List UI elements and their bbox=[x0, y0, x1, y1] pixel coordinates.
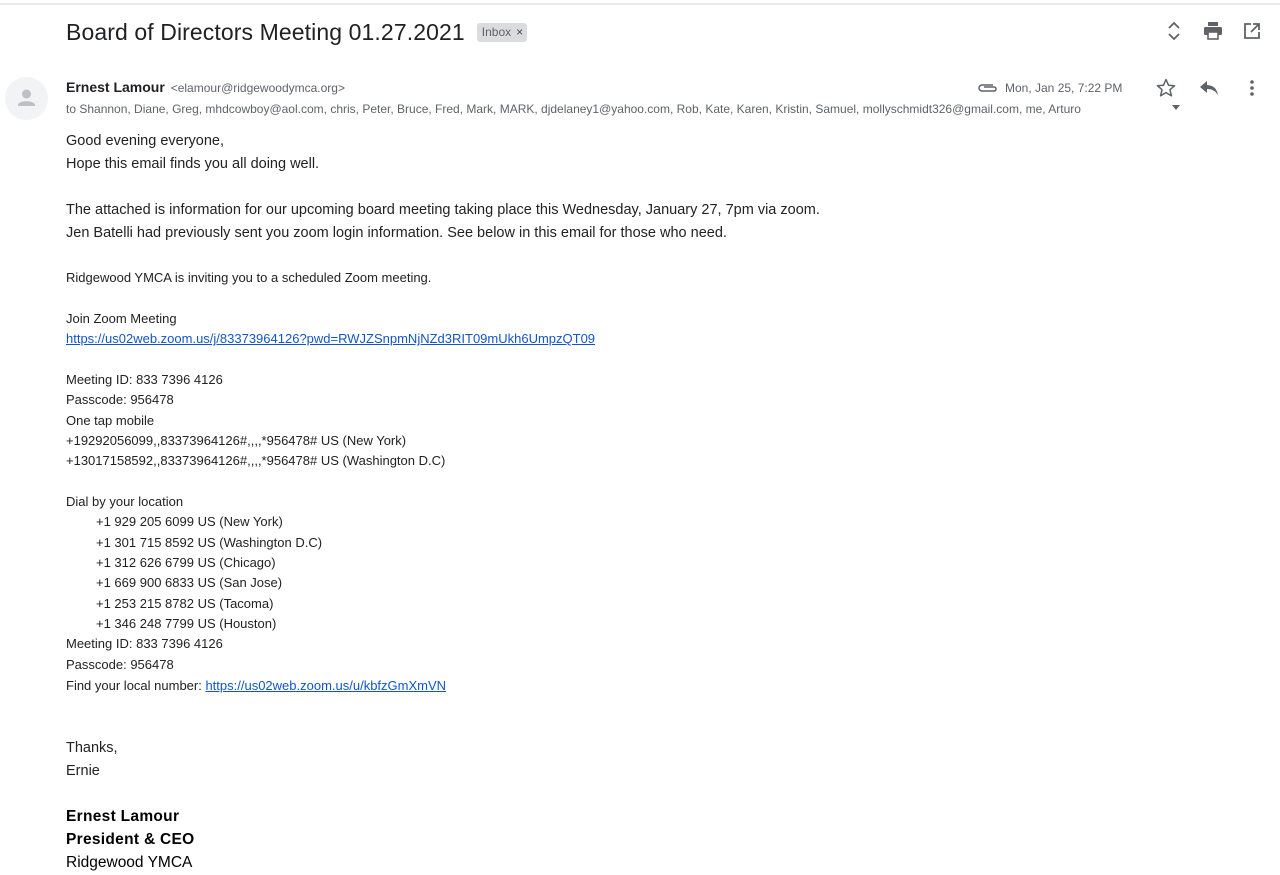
find-local-label: Find your local number: bbox=[66, 678, 206, 693]
email-date: Mon, Jan 25, 7:22 PM bbox=[1005, 81, 1123, 95]
star-icon[interactable] bbox=[1153, 75, 1179, 101]
signature-name: Ernest Lamour bbox=[66, 808, 180, 825]
print-icon[interactable] bbox=[1200, 18, 1226, 44]
meeting-id-2: Meeting ID: 833 7396 4126 bbox=[66, 636, 223, 651]
inbox-label-text: Inbox bbox=[481, 25, 512, 39]
one-tap-label: One tap mobile bbox=[66, 413, 155, 428]
dial-number: +1 669 900 6833 US (San Jose) bbox=[96, 575, 283, 590]
invite-line: Ridgewood YMCA is inviting you to a scheduled Zoom meeting. bbox=[66, 270, 432, 285]
person-icon bbox=[5, 77, 48, 120]
dial-number: +1 301 715 8592 US (Washington D.C) bbox=[96, 535, 323, 550]
paragraph-login: Jen Batelli had previously sent you zoom login information. See below in this email for those who need. bbox=[66, 225, 727, 241]
up-down-chevron-icon[interactable] bbox=[1161, 18, 1187, 44]
dial-number: +1 346 248 7799 US (Houston) bbox=[96, 616, 277, 631]
top-divider bbox=[0, 3, 1280, 5]
signature-title: President & CEO bbox=[66, 831, 195, 848]
inbox-label-chip[interactable] bbox=[477, 23, 527, 42]
sender-row bbox=[66, 79, 345, 95]
thanks-line: Thanks, bbox=[66, 740, 118, 756]
sender-name[interactable]: Ernest Lamour bbox=[66, 79, 165, 95]
open-in-new-window-icon[interactable] bbox=[1239, 18, 1265, 44]
dial-number: +1 253 215 8782 US (Tacoma) bbox=[96, 596, 274, 611]
passcode: Passcode: 956478 bbox=[66, 392, 174, 407]
greeting: Good evening everyone, bbox=[66, 133, 224, 149]
paragraph-info: The attached is information for our upcoming board meeting taking place this Wednesday, January 27, 7pm via zoom. bbox=[66, 202, 820, 218]
show-details-dropdown-icon[interactable] bbox=[1172, 105, 1180, 110]
hope-line: Hope this email finds you all doing well. bbox=[66, 156, 320, 172]
tap-number-1: +19292056099,,83373964126#,,,,*956478# US (New York) bbox=[66, 433, 407, 448]
sender-avatar[interactable] bbox=[5, 77, 48, 120]
email-subject: Board of Directors Meeting 01.27.2021 bbox=[66, 18, 465, 45]
tap-number-2: +13017158592,,83373964126#,,,,*956478# US (Washington D.C) bbox=[66, 453, 446, 468]
dial-number: +1 929 205 6099 US (New York) bbox=[96, 514, 283, 529]
subject-row bbox=[66, 16, 527, 48]
sender-email: <elamour@ridgewoodymca.org> bbox=[170, 81, 345, 95]
signature-org: Ridgewood YMCA bbox=[66, 854, 193, 871]
reply-icon[interactable] bbox=[1196, 75, 1222, 101]
join-label: Join Zoom Meeting bbox=[66, 311, 177, 326]
dial-label: Dial by your location bbox=[66, 494, 184, 509]
find-local-line bbox=[66, 678, 446, 693]
recipients-list[interactable]: to Shannon, Diane, Greg, mhdcowboy@aol.com, chris, Peter, Bruce, Fred, Mark, MARK, djdelaney1@yahoo.com, Rob, Kate, Karen, Kristin, Samuel, mollyschmidt326@gmail.com, me, Arturo bbox=[66, 102, 1081, 116]
passcode-2: Passcode: 956478 bbox=[66, 657, 174, 672]
more-vertical-icon[interactable] bbox=[1239, 75, 1265, 101]
meeting-id: Meeting ID: 833 7396 4126 bbox=[66, 372, 223, 387]
remove-label-icon[interactable]: × bbox=[516, 25, 524, 39]
find-local-link[interactable]: https://us02web.zoom.us/u/kbfzGmXmVN bbox=[205, 678, 447, 693]
join-zoom-link[interactable]: https://us02web.zoom.us/j/83373964126?pwd=RWJZSnpmNjNZd3RIT09mUkh6UmpzQT09 bbox=[66, 331, 596, 346]
signoff-line: Ernie bbox=[66, 763, 100, 779]
paperclip-icon bbox=[975, 77, 1001, 99]
dial-number: +1 312 626 6799 US (Chicago) bbox=[96, 555, 276, 570]
